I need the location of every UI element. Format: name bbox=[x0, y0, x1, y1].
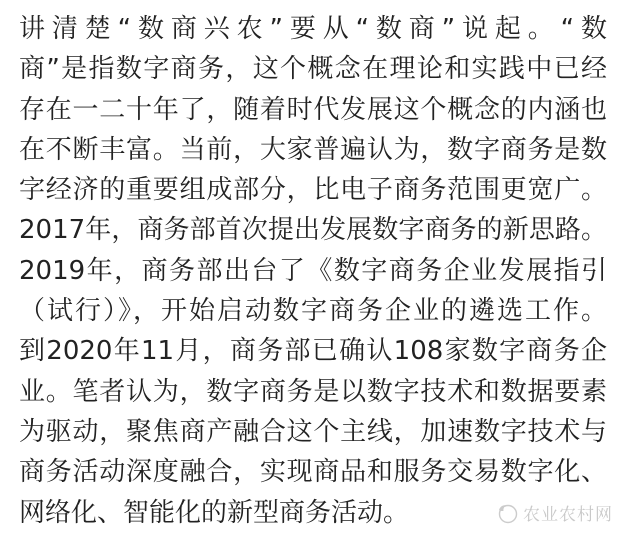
paragraph-line: 在不断丰富。当前，大家普遍认为，数字商务是数 bbox=[19, 134, 607, 165]
paragraph-line: 商务活动深度融合，实现商品和服务交易数字化、 bbox=[19, 457, 607, 488]
paragraph-line: 讲清楚“数商兴农”要从“数商”说起。“数 bbox=[19, 14, 607, 44]
paragraph-line: 字经济的重要组成部分，比电子商务范围更宽广。 bbox=[19, 175, 607, 206]
dove-circle-logo-icon bbox=[496, 502, 518, 524]
paragraph-line: 为驱动，聚焦商产融合这个主线，加速数字技术与 bbox=[19, 416, 607, 447]
paragraph-line: 业。笔者认为，数字商务是以数字技术和数据要素 bbox=[19, 376, 607, 407]
paragraph-line: 2017年，商务部首次提出发展数字商务的新思路。 bbox=[19, 215, 607, 246]
paragraph-line: （试行）》，开始启动数字商务企业的遴选工作。 bbox=[19, 296, 607, 327]
paragraph-line: 到2020年11月，商务部已确认108家数字商务企 bbox=[19, 336, 607, 367]
watermark-site-name: 农业农村网 bbox=[523, 505, 613, 525]
watermark bbox=[496, 500, 613, 525]
paragraph-line: 网络化、智能化的新型商务活动。 bbox=[19, 497, 410, 528]
paragraph-line: 2019年，商务部出台了《数字商务企业发展指引 bbox=[19, 255, 607, 286]
paragraph-line: 存在一二十年了，随着时代发展这个概念的内涵也 bbox=[19, 94, 607, 125]
paragraph-line: 商”是指数字商务，这个概念在理论和实践中已经 bbox=[19, 54, 607, 85]
